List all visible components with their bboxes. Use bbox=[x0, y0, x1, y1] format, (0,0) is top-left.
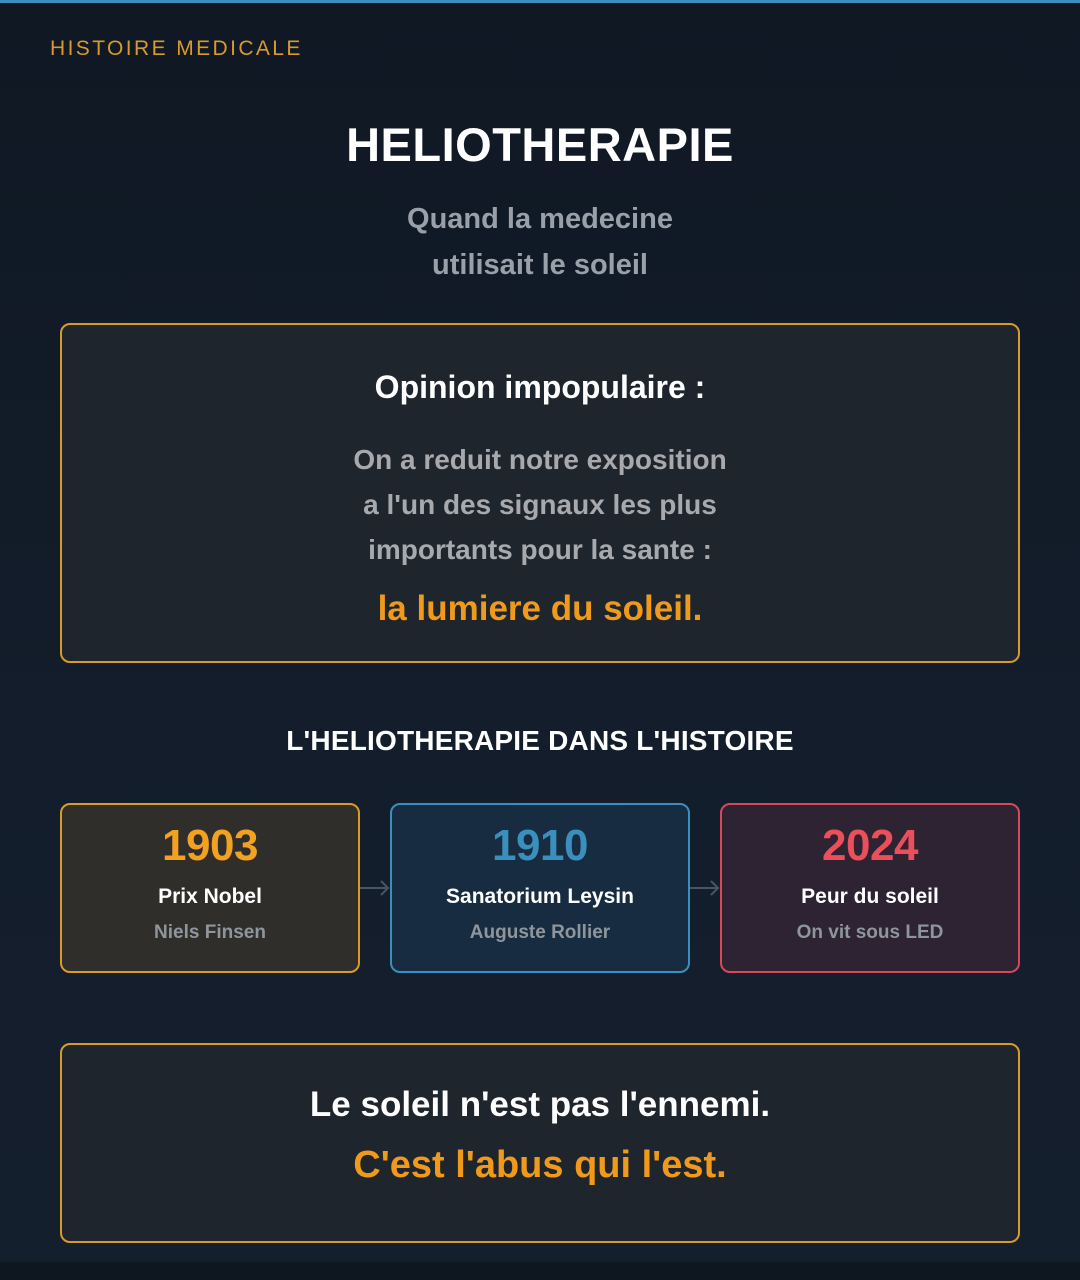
subtitle-line: utilisait le soleil bbox=[432, 249, 648, 281]
timeline-sublabel: On vit sous LED bbox=[796, 922, 944, 943]
page-subtitle bbox=[0, 196, 1080, 288]
timeline-card-1903 bbox=[60, 803, 360, 973]
closing-statement: Le soleil n'est pas l'ennemi. bbox=[309, 1085, 771, 1124]
arrow-right-icon bbox=[690, 877, 720, 899]
opinion-highlight: la lumiere du soleil. bbox=[377, 589, 703, 628]
timeline-card-2024 bbox=[720, 803, 1020, 973]
timeline-heading: L'HELIOTHERAPIE DANS L'HISTOIRE bbox=[286, 725, 794, 756]
opinion-heading: Opinion impopulaire : bbox=[374, 369, 706, 405]
timeline-sublabel: Niels Finsen bbox=[154, 922, 266, 943]
kicker-label: HISTOIRE MEDICALE bbox=[50, 37, 303, 60]
timeline-label: Peur du soleil bbox=[801, 885, 939, 908]
closing-highlight: C'est l'abus qui l'est. bbox=[353, 1144, 727, 1186]
opinion-body-line: On a reduit notre exposition bbox=[353, 444, 727, 475]
timeline-year: 1910 bbox=[492, 821, 588, 870]
opinion-body bbox=[62, 437, 1018, 572]
opinion-body-line: a l'un des signaux les plus bbox=[363, 489, 717, 520]
footer-band bbox=[0, 1262, 1080, 1280]
timeline-year: 2024 bbox=[822, 821, 918, 870]
arrow-right-icon bbox=[360, 877, 390, 899]
timeline-label: Sanatorium Leysin bbox=[446, 885, 634, 908]
timeline-card-1910 bbox=[390, 803, 690, 973]
timeline-year: 1903 bbox=[162, 821, 258, 870]
opinion-body-line: importants pour la sante : bbox=[368, 534, 712, 565]
page-title: HELIOTHERAPIE bbox=[346, 118, 734, 171]
opinion-card bbox=[60, 323, 1020, 663]
closing-card bbox=[60, 1043, 1020, 1243]
timeline-sublabel: Auguste Rollier bbox=[469, 922, 611, 943]
timeline-label: Prix Nobel bbox=[158, 885, 262, 908]
subtitle-line: Quand la medecine bbox=[407, 203, 673, 235]
